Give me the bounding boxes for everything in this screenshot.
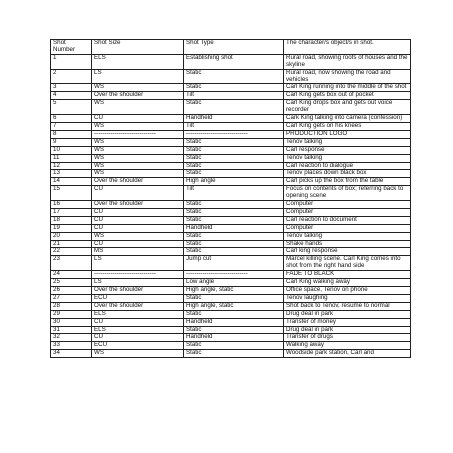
cell-shot-size: ELS (92, 54, 184, 69)
table-row (51, 287, 411, 295)
cell-shot-size: WS (92, 154, 184, 162)
table-row (51, 224, 411, 232)
table-row (51, 232, 411, 240)
table-row (51, 138, 411, 146)
cell-shot-content: Rural road, showing roofs of houses and the skyline (284, 54, 411, 69)
cell-shot-content: Computer (284, 201, 411, 209)
cell-shot-type: Static (184, 240, 284, 248)
cell-shot-number: 6 (51, 115, 92, 123)
cell-shot-content: Rural road, now showing the road and vehicles (284, 69, 411, 84)
cell-shot-number: 21 (51, 240, 92, 248)
cell-shot-content: Carl King gets box out of pocket (284, 92, 411, 100)
cell-shot-content: Carl picks up the box from the table (284, 178, 411, 186)
cell-shot-type: Static (184, 326, 284, 334)
cell-shot-type: Tilt (184, 122, 284, 130)
cell-shot-size: ------------------------------ (92, 271, 184, 279)
cell-shot-type: Static (184, 84, 284, 92)
cell-shot-content: Drug deal in park (284, 310, 411, 318)
cell-shot-content: Woodside park station, Carl and (284, 350, 411, 358)
cell-shot-size: ELS (92, 326, 184, 334)
cell-shot-type: ------------------------------ (184, 130, 284, 138)
table-row (51, 240, 411, 248)
cell-shot-size: WS (92, 350, 184, 358)
table-row (51, 154, 411, 162)
cell-shot-number: 30 (51, 318, 92, 326)
cell-shot-content: Marcel killing scene. Carl King comes into shot from the right hand side (284, 256, 411, 271)
cell-shot-size: CU (92, 318, 184, 326)
cell-shot-content: Drug deal in park (284, 326, 411, 334)
cell-shot-number: 19 (51, 224, 92, 232)
cell-shot-content: Transfer of drugs (284, 334, 411, 342)
cell-shot-size: WS (92, 232, 184, 240)
table-row (51, 310, 411, 318)
table-row (51, 334, 411, 342)
cell-shot-size: CU (92, 208, 184, 216)
cell-shot-number: 11 (51, 154, 92, 162)
cell-shot-size: WS (92, 170, 184, 178)
cell-shot-type: Tilt (184, 92, 284, 100)
table-row (51, 326, 411, 334)
shot-list-document (50, 39, 410, 358)
cell-shot-size: Over the shoulder (92, 178, 184, 186)
cell-shot-size: ------------------------------ (92, 130, 184, 138)
table-row (51, 178, 411, 186)
cell-shot-number: 10 (51, 146, 92, 154)
cell-shot-size: LS (92, 69, 184, 84)
cell-shot-size: WS (92, 146, 184, 154)
cell-shot-content: Office space, Tenov on phone (284, 287, 411, 295)
cell-shot-type: High angle, static (184, 287, 284, 295)
cell-shot-content: Tenov places down black box (284, 170, 411, 178)
cell-shot-size: WS (92, 100, 184, 115)
cell-shot-content: FADE TO BLACK (284, 271, 411, 279)
table-row (51, 162, 411, 170)
cell-shot-size: CU (92, 334, 184, 342)
cell-shot-content: Transfer of money (284, 318, 411, 326)
cell-shot-type: Establishing shot (184, 54, 284, 69)
cell-shot-size: WS (92, 138, 184, 146)
cell-shot-type: Handheld (184, 115, 284, 123)
cell-shot-number: 17 (51, 208, 92, 216)
cell-shot-number: 32 (51, 334, 92, 342)
table-row (51, 115, 411, 123)
cell-shot-content: Shot back to Tenov, resume to normal (284, 302, 411, 310)
cell-shot-number: 2 (51, 69, 92, 84)
cell-shot-size: LS (92, 256, 184, 271)
cell-shot-content: Computer (284, 224, 411, 232)
cell-shot-number: 22 (51, 248, 92, 256)
table-row (51, 92, 411, 100)
cell-shot-content: Carl King drops box and gets out voice recorder (284, 100, 411, 115)
cell-shot-type: High angle, static (184, 302, 284, 310)
table-row (51, 130, 411, 138)
cell-shot-type: Static (184, 216, 284, 224)
table-row (51, 248, 411, 256)
table-row (51, 100, 411, 115)
table-row (51, 302, 411, 310)
cell-shot-number: 13 (51, 170, 92, 178)
cell-shot-number: 8 (51, 130, 92, 138)
header-shot-content: The character/s object/s in shot. (284, 40, 411, 55)
cell-shot-content: Carl King gets on his knees (284, 122, 411, 130)
header-shot-size: Shot Size (92, 40, 184, 55)
cell-shot-content: Carl king response (284, 248, 411, 256)
table-row (51, 146, 411, 154)
cell-shot-number: 1 (51, 54, 92, 69)
cell-shot-type: Static (184, 350, 284, 358)
cell-shot-number: 28 (51, 302, 92, 310)
cell-shot-type: Static (184, 310, 284, 318)
cell-shot-number: 14 (51, 178, 92, 186)
cell-shot-content: Carl King walking away (284, 279, 411, 287)
header-shot-type: Shot Type (184, 40, 284, 55)
cell-shot-number: 25 (51, 279, 92, 287)
table-row (51, 342, 411, 350)
cell-shot-type: Jump cut (184, 256, 284, 271)
cell-shot-size: Over the shoulder (92, 92, 184, 100)
shot-list-body (51, 40, 411, 358)
cell-shot-content: Tenov talking (284, 154, 411, 162)
cell-shot-size: Over the shoulder (92, 287, 184, 295)
cell-shot-type: High angle (184, 178, 284, 186)
cell-shot-number: 29 (51, 310, 92, 318)
cell-shot-size: ECU (92, 342, 184, 350)
cell-shot-size: ECU (92, 294, 184, 302)
table-row (51, 216, 411, 224)
table-row (51, 350, 411, 358)
cell-shot-type: Static (184, 294, 284, 302)
cell-shot-size: WS (92, 122, 184, 130)
cell-shot-type: Static (184, 248, 284, 256)
cell-shot-type: Handheld (184, 318, 284, 326)
cell-shot-size: CU (92, 224, 184, 232)
cell-shot-type: Low angle (184, 279, 284, 287)
cell-shot-number: 9 (51, 138, 92, 146)
cell-shot-number: 20 (51, 232, 92, 240)
cell-shot-size: CU (92, 115, 184, 123)
cell-shot-type: ------------------------------ (184, 271, 284, 279)
cell-shot-type: Static (184, 201, 284, 209)
cell-shot-number: 23 (51, 256, 92, 271)
cell-shot-type: Static (184, 100, 284, 115)
table-row (51, 256, 411, 271)
cell-shot-type: Static (184, 208, 284, 216)
cell-shot-number: 34 (51, 350, 92, 358)
cell-shot-size: CU (92, 240, 184, 248)
cell-shot-number: 3 (51, 84, 92, 92)
cell-shot-size: CU (92, 186, 184, 201)
cell-shot-type: Static (184, 170, 284, 178)
cell-shot-type: Tilt (184, 186, 284, 201)
cell-shot-content: Computer (284, 208, 411, 216)
cell-shot-number: 33 (51, 342, 92, 350)
cell-shot-number: 4 (51, 92, 92, 100)
table-row (51, 122, 411, 130)
cell-shot-type: Static (184, 162, 284, 170)
table-row (51, 318, 411, 326)
table-row (51, 201, 411, 209)
cell-shot-number: 7 (51, 122, 92, 130)
table-row (51, 271, 411, 279)
cell-shot-type: Static (184, 69, 284, 84)
table-row (51, 294, 411, 302)
shot-list-table (50, 39, 411, 358)
cell-shot-content: Tenov talking (284, 138, 411, 146)
cell-shot-content: Shake hands (284, 240, 411, 248)
cell-shot-type: Static (184, 146, 284, 154)
table-row (51, 69, 411, 84)
cell-shot-content: Walking away (284, 342, 411, 350)
table-row (51, 84, 411, 92)
cell-shot-number: 31 (51, 326, 92, 334)
cell-shot-type: Static (184, 232, 284, 240)
table-row (51, 208, 411, 216)
cell-shot-size: CU (92, 216, 184, 224)
cell-shot-size: WS (92, 84, 184, 92)
cell-shot-number: 12 (51, 162, 92, 170)
cell-shot-content: Focus on contents of box; referring back to opening scene (284, 186, 411, 201)
table-row (51, 54, 411, 69)
cell-shot-size: ELS (92, 310, 184, 318)
cell-shot-content: Carl response (284, 146, 411, 154)
table-row (51, 279, 411, 287)
header-shot-number: Shot Number (51, 40, 92, 55)
cell-shot-content: PRODUCTION LOGO (284, 130, 411, 138)
cell-shot-size: LS (92, 279, 184, 287)
cell-shot-type: Static (184, 138, 284, 146)
cell-shot-type: Handheld (184, 334, 284, 342)
cell-shot-content: Carl reaction to dialogue (284, 162, 411, 170)
cell-shot-content: Carl King running into the middle of the shot (284, 84, 411, 92)
cell-shot-number: 26 (51, 287, 92, 295)
cell-shot-size: Over the shoulder (92, 201, 184, 209)
cell-shot-type: Static (184, 154, 284, 162)
table-row (51, 170, 411, 178)
cell-shot-content: Carl reaction to document (284, 216, 411, 224)
cell-shot-size: MS (92, 248, 184, 256)
cell-shot-content: Tenov laughing (284, 294, 411, 302)
cell-shot-type: Static (184, 342, 284, 350)
cell-shot-number: 16 (51, 201, 92, 209)
cell-shot-number: 18 (51, 216, 92, 224)
cell-shot-number: 24 (51, 271, 92, 279)
cell-shot-content: Tenov talking (284, 232, 411, 240)
cell-shot-number: 15 (51, 186, 92, 201)
cell-shot-content: Cark King talking into camera (confession) (284, 115, 411, 123)
table-row (51, 186, 411, 201)
cell-shot-number: 5 (51, 100, 92, 115)
cell-shot-size: Over the shoulder (92, 302, 184, 310)
cell-shot-size: WS (92, 162, 184, 170)
cell-shot-type: Handheld (184, 224, 284, 232)
table-header-row (51, 40, 411, 55)
cell-shot-number: 27 (51, 294, 92, 302)
